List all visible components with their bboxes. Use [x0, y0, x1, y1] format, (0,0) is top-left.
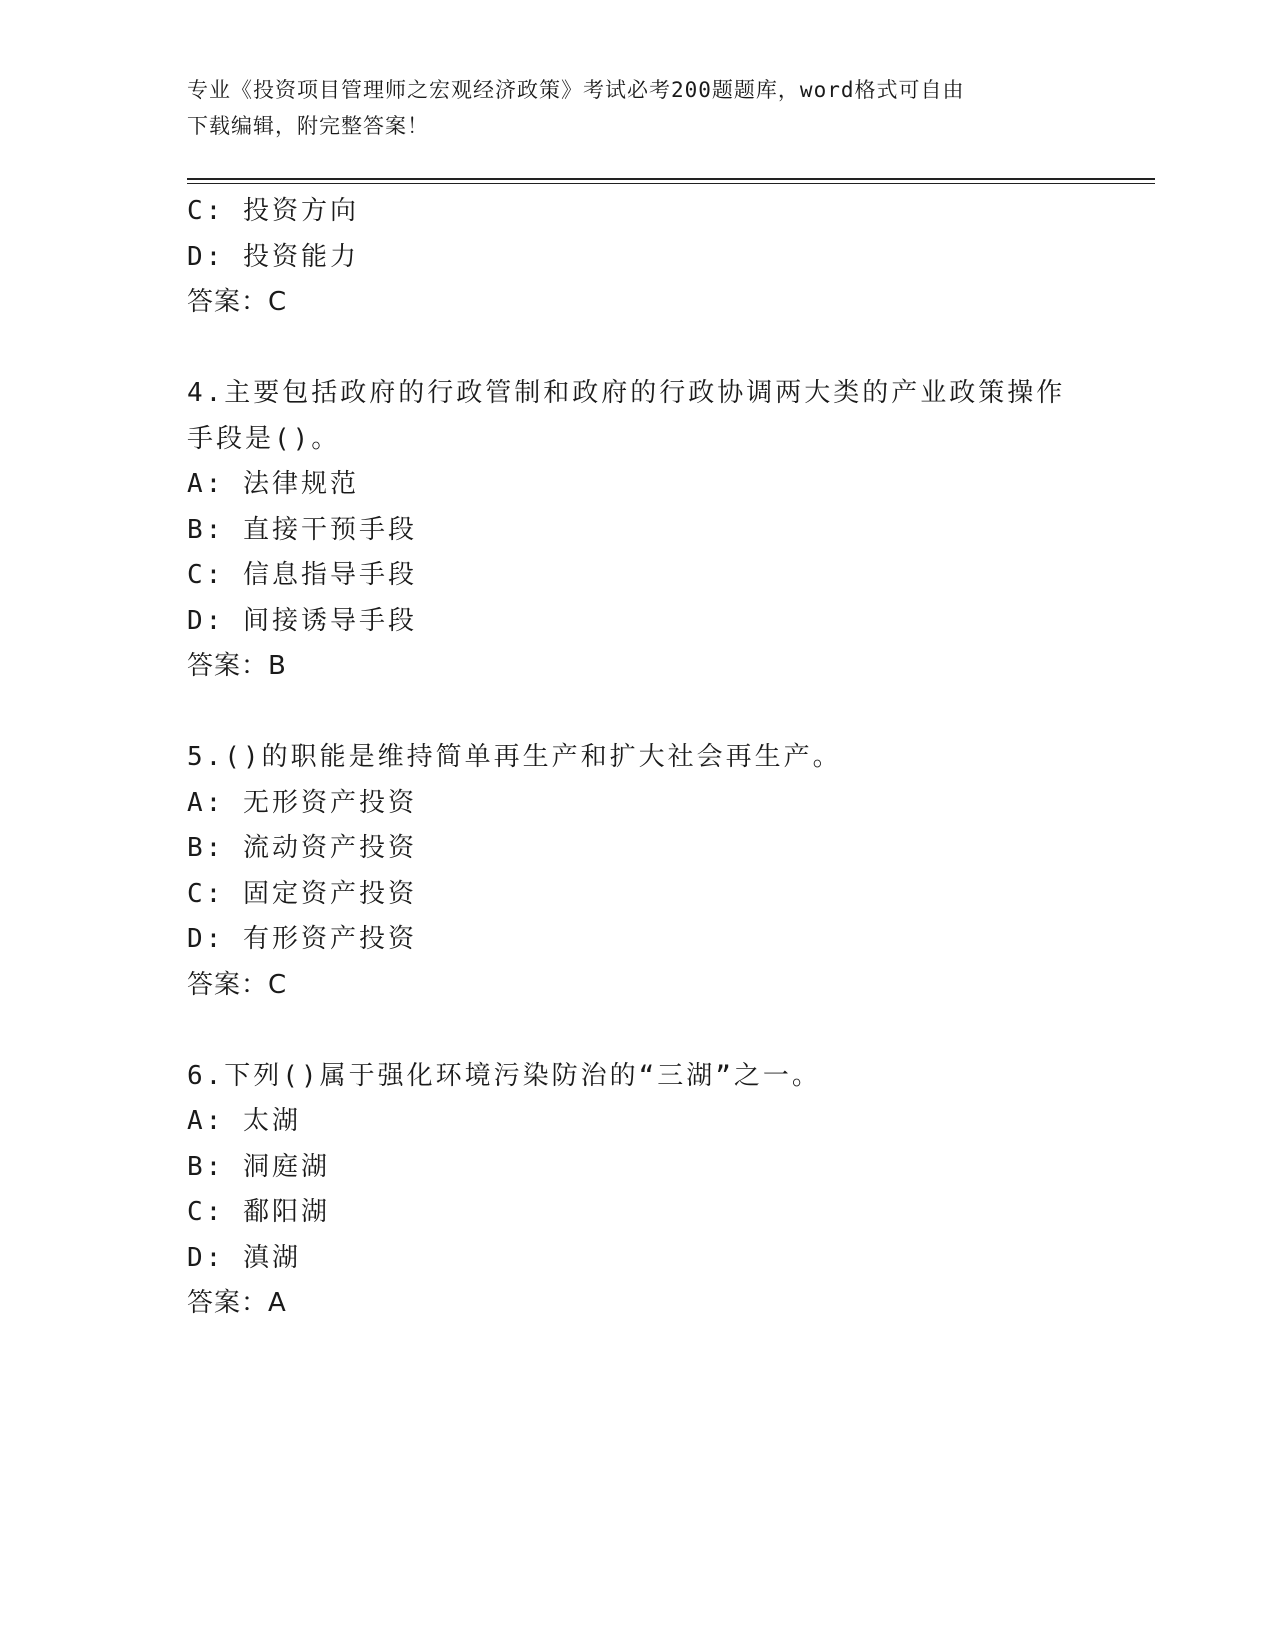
question-5 [187, 735, 1087, 1008]
q3-option-c: C: 投资方向 [187, 196, 359, 226]
question-4 [187, 371, 1087, 690]
q6-stem: 6.下列()属于强化环境污染防治的“三湖”之一。 [187, 1060, 821, 1091]
question-3 [187, 189, 1087, 326]
spacer [187, 1008, 1087, 1054]
q4-option-b: B: 直接干预手段 [187, 514, 417, 545]
document-header [187, 72, 1087, 144]
q6-option-d: D: 滇湖 [187, 1242, 301, 1273]
header-line-1: 专业《投资项目管理师之宏观经济政策》考试必考200题题库，word格式可自由 [187, 78, 965, 102]
q6-option-c: C: 鄱阳湖 [187, 1197, 330, 1227]
header-rule-thick [187, 178, 1155, 180]
q4-option-c: C: 信息指导手段 [187, 560, 417, 590]
q4-option-a: A: 法律规范 [187, 469, 359, 499]
q5-option-d: D: 有形资产投资 [187, 924, 417, 954]
q4-stem-line-2: 手段是()。 [187, 423, 341, 454]
question-6 [187, 1054, 1087, 1327]
q3-option-d: D: 投资能力 [187, 241, 359, 272]
spacer [187, 326, 1087, 372]
q4-option-d: D: 间接诱导手段 [187, 605, 417, 636]
q6-option-b: B: 洞庭湖 [187, 1151, 330, 1182]
header-rule-thin [187, 183, 1155, 184]
q5-stem: 5.()的职能是维持简单再生产和扩大社会再生产。 [187, 742, 842, 772]
q4-stem-line-1: 4.主要包括政府的行政管制和政府的行政协调两大类的产业政策操作 [187, 378, 1066, 408]
header-line-2: 下载编辑，附完整答案！ [187, 114, 429, 138]
spacer [187, 690, 1087, 736]
q3-answer: 答案：C [187, 287, 288, 317]
q4-answer: 答案：B [187, 651, 287, 681]
q5-option-b: B: 流动资产投资 [187, 833, 417, 863]
q6-option-a: A: 太湖 [187, 1106, 301, 1136]
q5-option-a: A: 无形资产投资 [187, 787, 417, 818]
q5-answer: 答案：C [187, 969, 288, 1000]
q5-option-c: C: 固定资产投资 [187, 878, 417, 909]
question-list [187, 189, 1087, 1327]
q6-answer: 答案：A [187, 1288, 287, 1318]
